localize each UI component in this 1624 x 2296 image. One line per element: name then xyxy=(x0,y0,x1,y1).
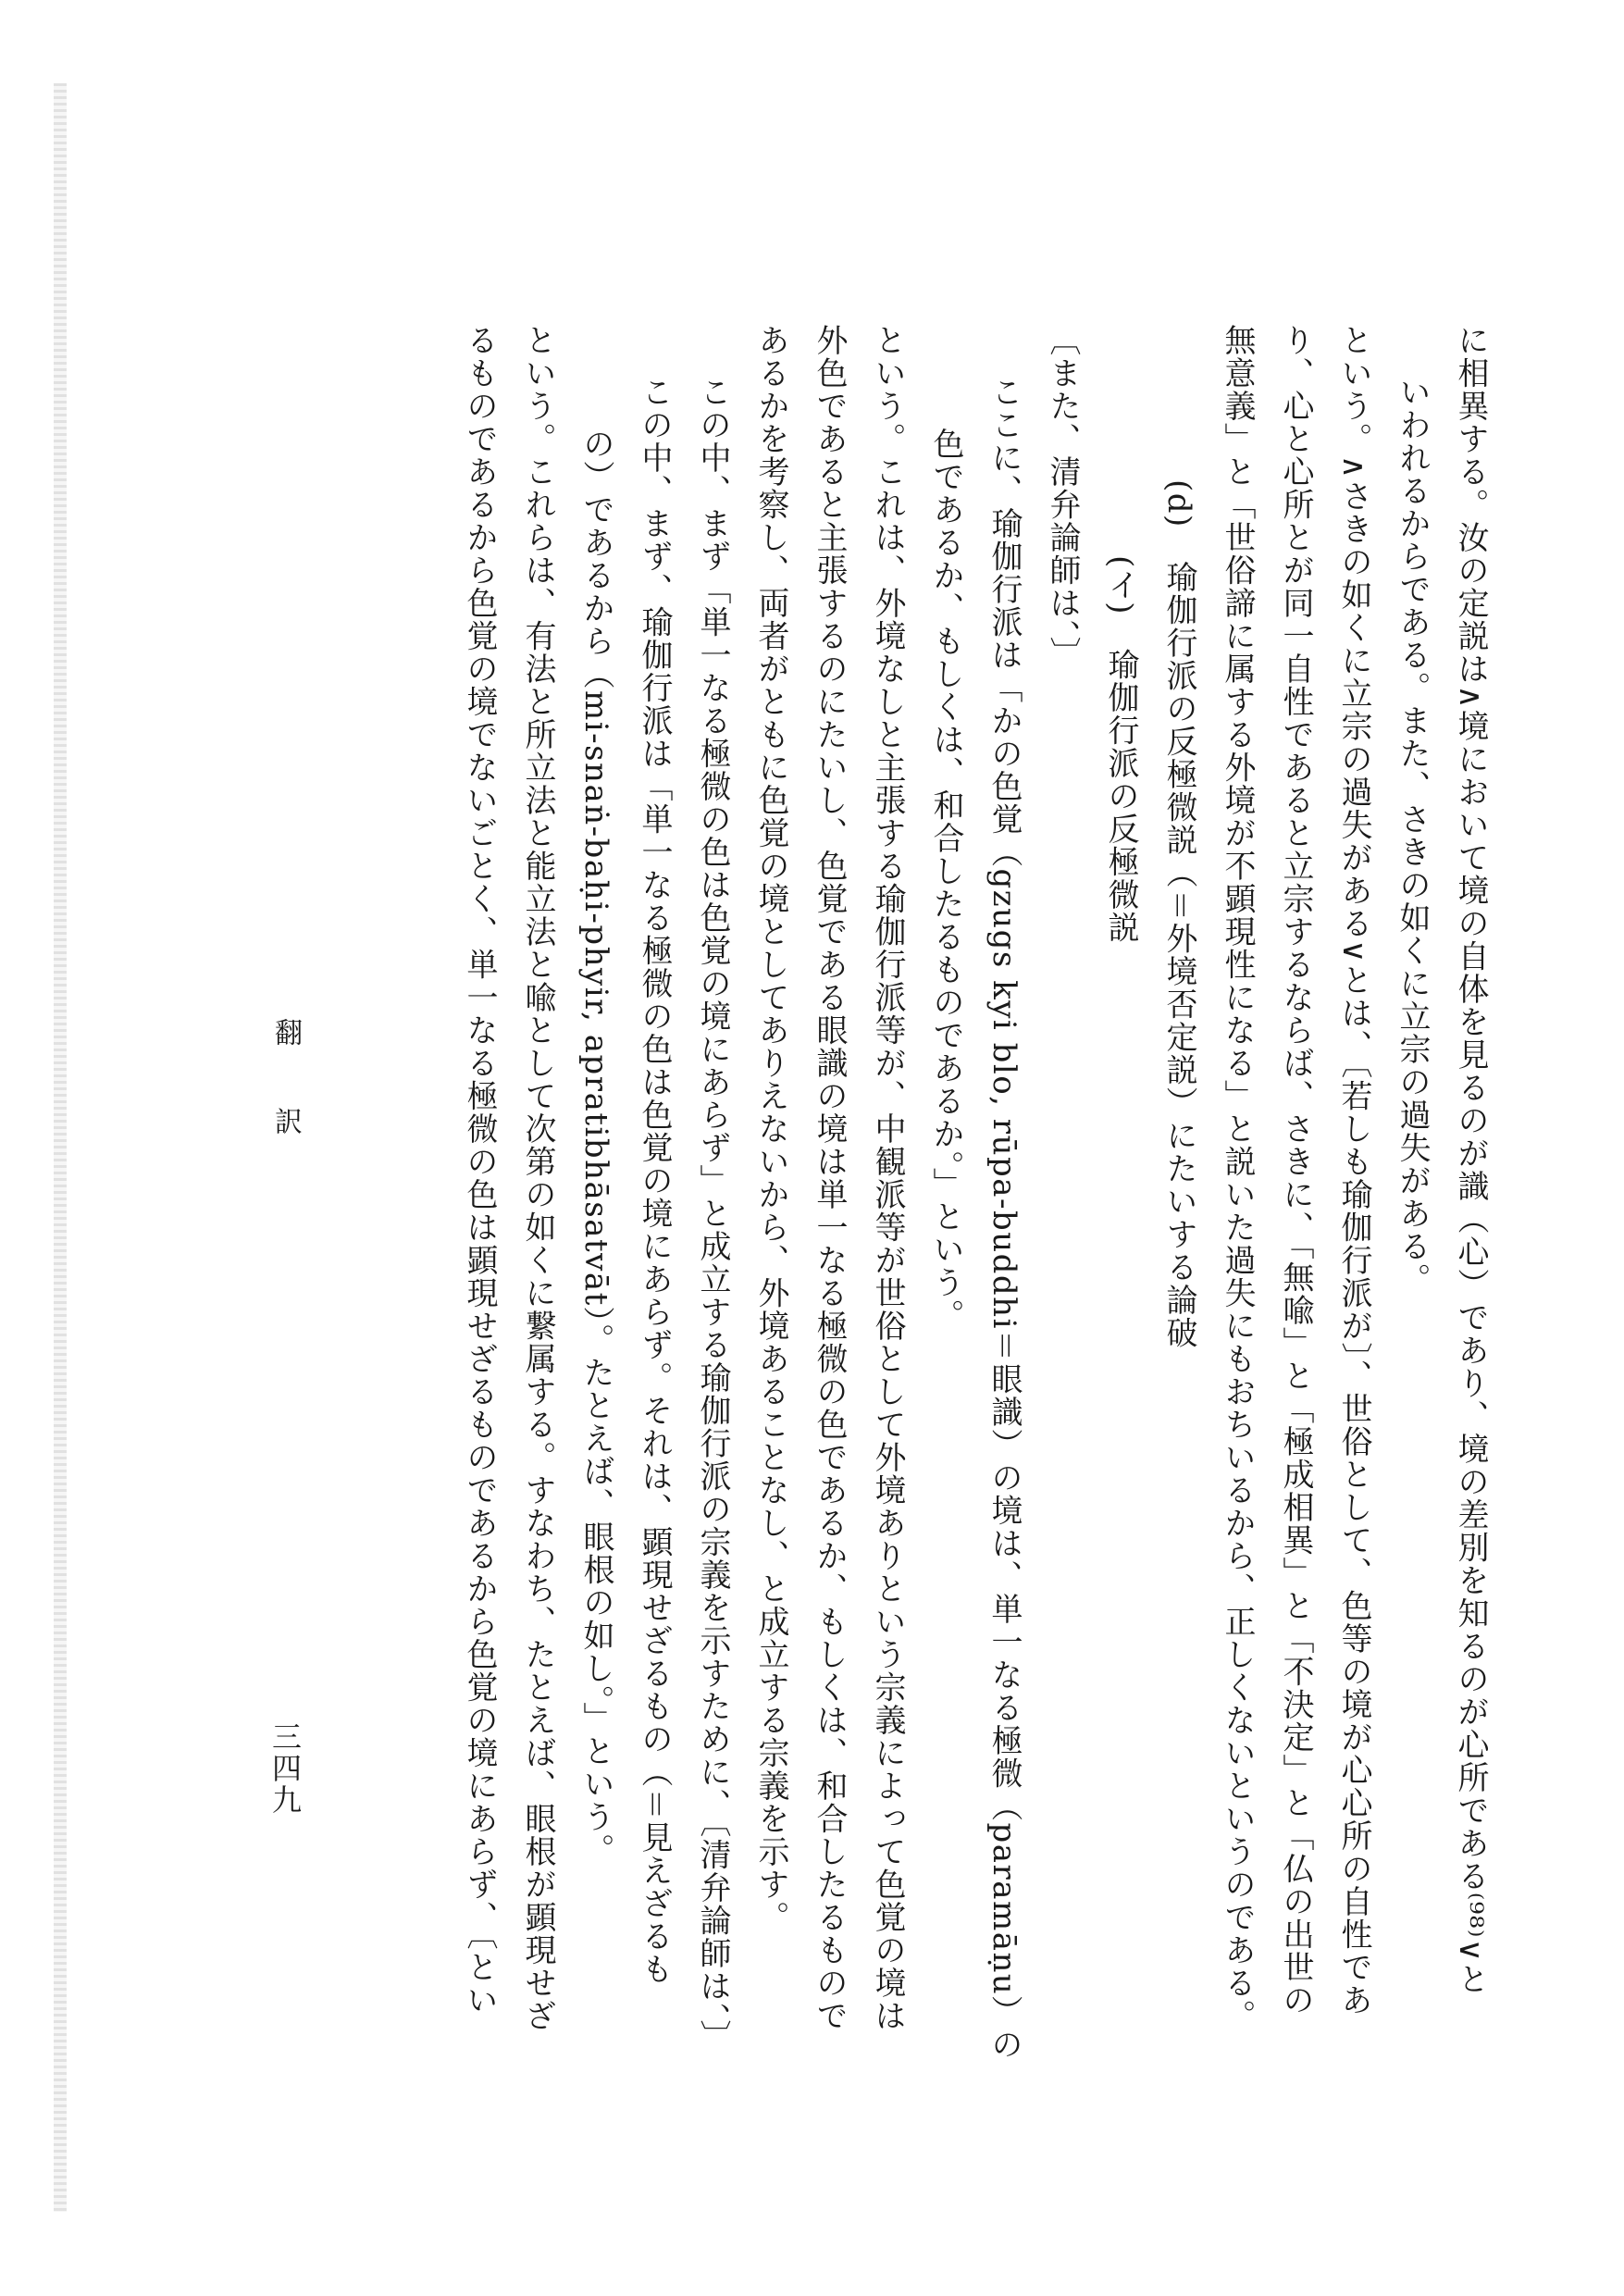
text-line: の）であるから（mi-snaṅ-baḥi-phyir, apratibhāsatvāt）。たとえば、眼根の如し。」という。 xyxy=(577,428,614,1867)
text-line: るものであるから色覚の境でないごとく、単一なる極微の色は顕現せざるものであるから色覚の境にあらず、〔とい xyxy=(461,324,498,2017)
text-line: という。これは、外境なしと主張する瑜伽行派等が、中観派等が世俗として外境ありという宗義によって色覚の境は xyxy=(869,324,906,2032)
text-line: 外色であると主張するのにたいし、色覚である眼識の境は単一なる極微の色であるか、もしくは、和合したるもので xyxy=(811,324,848,2032)
text-line: 〔また、清弁論師は、〕 xyxy=(1044,324,1081,670)
text-line: り、心と心所とが同一自性であると立宗するならば、さきに、「無喩」と「極成相異」と「不決定」と「仏の出世の xyxy=(1277,324,1314,2017)
page-number: 三四九 xyxy=(267,1721,303,1816)
text-line: という。∧さきの如くに立宗の過失がある∨とは、〔若しも瑜伽行派が〕、世俗として、色等の境が心心所の自性であ xyxy=(1335,324,1372,2017)
text-line: あるかを考察し、両者がともに色覚の境としてありえないから、外境あることなし、と成立する宗義を示す。 xyxy=(752,324,789,1934)
text-line: 無意義」と「世俗諦に属する外境が不顕現性になる」と説いた過失にもおちいるから、正しくないというのである。 xyxy=(1219,324,1256,2032)
text-line: (イ) 瑜伽行派の反極微説 xyxy=(1102,555,1139,945)
document-page xyxy=(185,222,1499,2110)
text-line: 色であるか、もしくは、和合したるものであるか。」という。 xyxy=(927,428,964,1332)
text-line: いわれるからである。また、さきの如くに立宗の過失がある。 xyxy=(1394,376,1431,1296)
text-line: に相異する。汝の定説は∧境において境の自体を見るのが識（心）であり、境の差別を知るのが心所である⁽⁹⁸⁾∨と xyxy=(1452,324,1489,1996)
vertical-text-body xyxy=(450,324,1499,2128)
text-line: ここに、瑜伽行派は「かの色覚（gzugs kyi blo, rūpa-buddhi＝眼識）の境は、単一なる極微（paramāṇu）の xyxy=(986,376,1023,2062)
text-line: この中、まず、瑜伽行派は「単一なる極微の色は色覚の境にあらず。それは、顕現せざるもの（＝見えざるも xyxy=(636,376,673,1986)
scan-binding-edge xyxy=(54,83,67,2212)
text-line: (d) 瑜伽行派の反極微説（＝外境否定説）にたいする論破 xyxy=(1160,479,1197,1350)
text-line: という。これらは、有法と所立法と能立法と喩として次第の如くに繋属する。すなわち、たとえば、眼根が顕現せざ xyxy=(519,324,556,2032)
running-title: 翻 訳 xyxy=(269,1018,302,1151)
text-line: この中、まず「単一なる極微の色は色覚の境にあらず」と成立する瑜伽行派の宗義を示すために、〔清弁論師は、〕 xyxy=(694,376,731,2053)
